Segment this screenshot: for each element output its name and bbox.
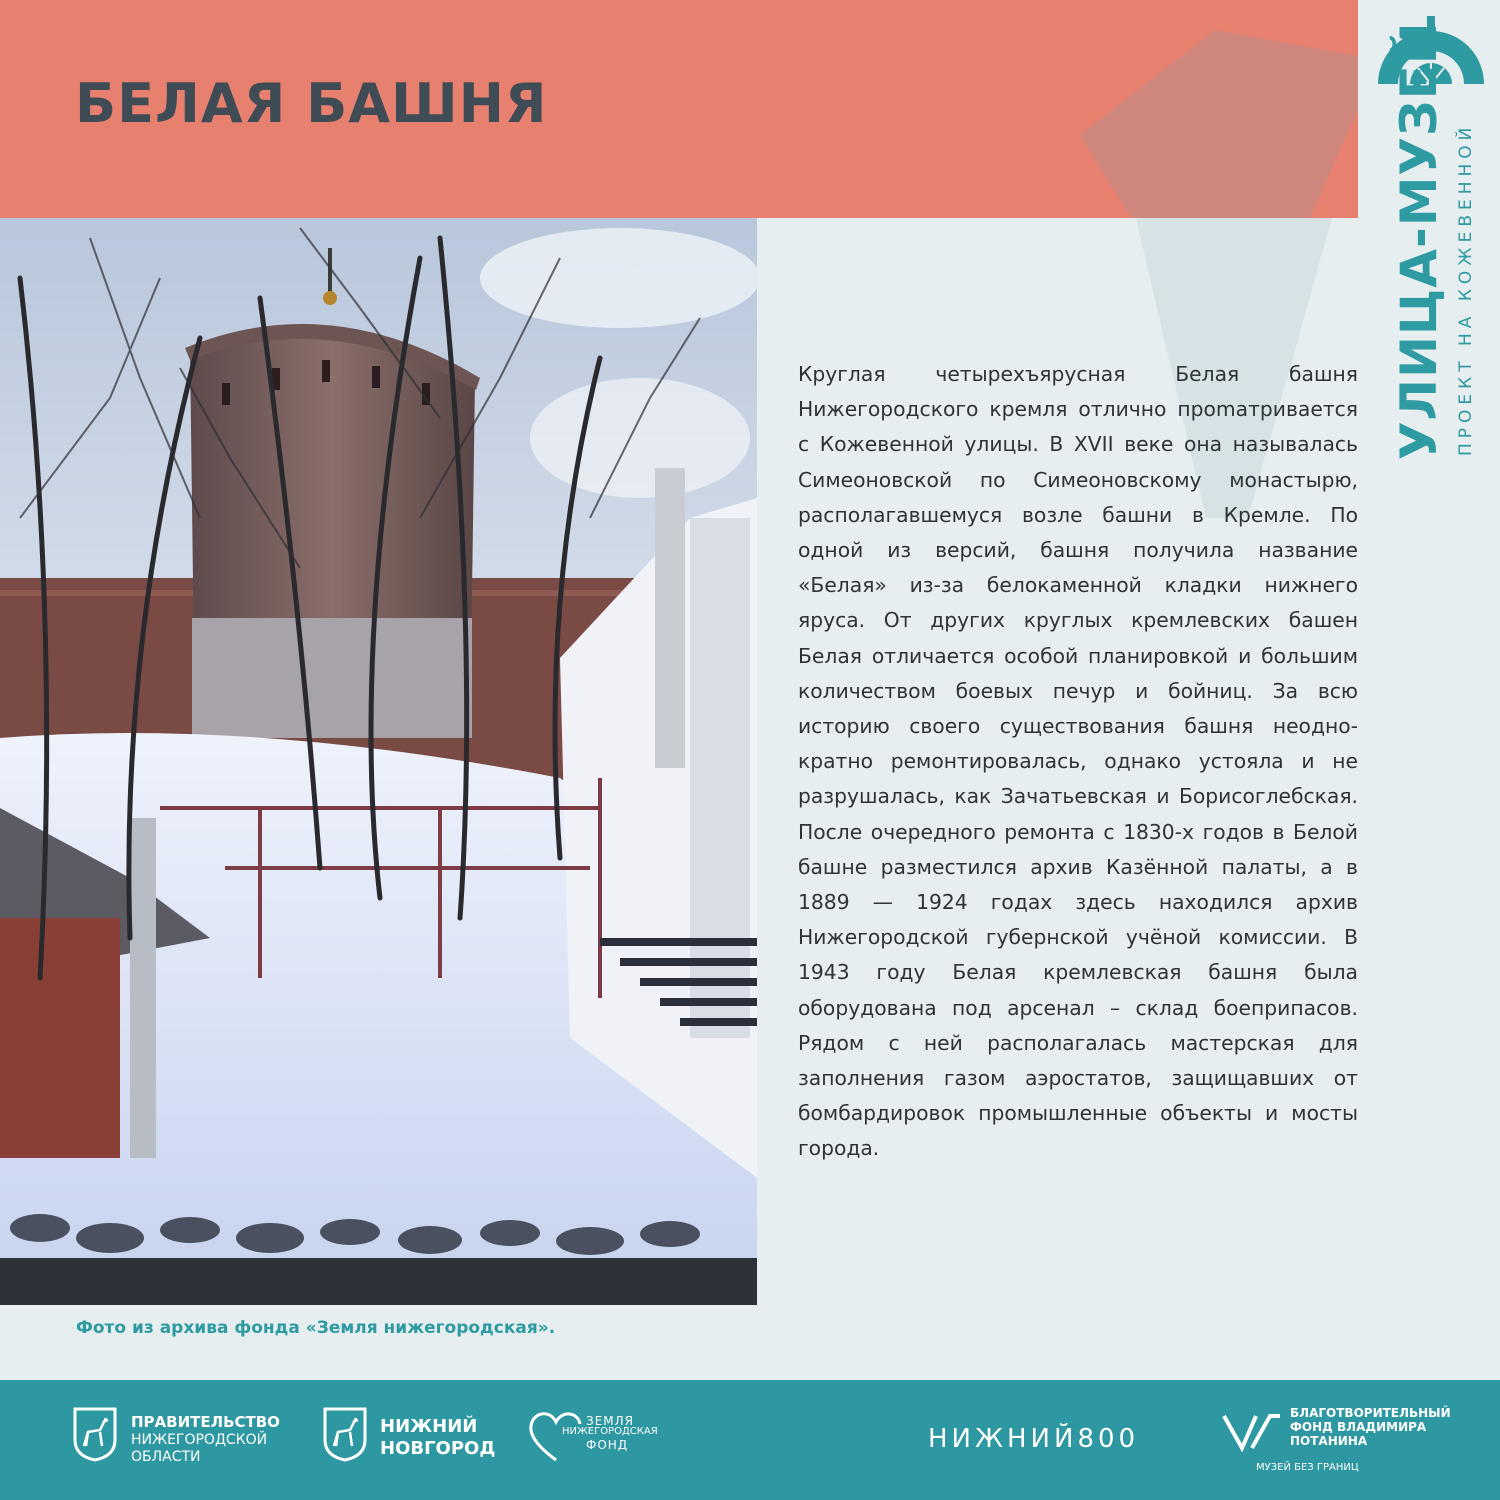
photo-caption: Фото из архива фонда «Земля нижегородская». — [76, 1318, 556, 1338]
article-text: Круглая четырехъярусная Белая башня Нижегородского кремля отлично проmатривается с Кожевенной улицы. В XVII веке она называлась Симеоновской по Симеоновскому монастырю, располагавшемуся возле башни в Кремле. По одной из версий, башня получила название «Белая» из-за белокаменной кладки нижнего яруса. От других круглых кремлевских башен Белая отличается особой планировкой и большим количеством боевых печур и бойниц. За всю историю своего существования башня неоднократно ремонтировалась, однако устояла и не разрушалась, как Зачатьевская и Борисоглебская. После очередного ремонта с 1830-х годов в Белой башне разместился архив Казённой палаты, а в 1889 — 1924 годах здесь находился архив Нижегородской губернской учёной комиссии. В 1943 году Белая кремлевская башня была оборудована под арсенал – склад боеприпасов. Рядом с ней располагалась мастерская для заполнения газом аэростатов, защищавших от бомбардировок промышленные объекты и мосты города. — [798, 362, 1358, 1161]
brand-subtitle: ПРОЕКТ НА КОЖЕВЕННОЙ — [1456, 122, 1476, 456]
potanin-line4: МУЗЕЙ БЕЗ ГРАНИЦ — [1256, 1462, 1359, 1473]
potanin-line3: ПОТАНИНА — [1290, 1434, 1368, 1448]
gov-line2: НИЖЕГОРОДСКОЙ — [131, 1432, 268, 1448]
gov-line3: ОБЛАСТИ — [131, 1449, 201, 1465]
fund-line1: ЗЕМЛЯ — [586, 1414, 634, 1428]
fund-line2: НИЖЕГОРОДСКАЯ — [562, 1426, 658, 1437]
brand-name: УЛИЦА-МУЗЕЙ — [1390, 21, 1448, 460]
city-line1: НИЖНИЙ — [380, 1416, 478, 1437]
page-title: БЕЛАЯ БАШНЯ — [75, 72, 548, 135]
potanin-line1: БЛАГОТВОРИТЕЛЬНЫЙ — [1290, 1406, 1451, 1420]
potanin-line2: ФОНД ВЛАДИМИРА — [1290, 1420, 1427, 1434]
anniversary-logo: НИЖНИЙ800 — [928, 1424, 1140, 1454]
fund-line3: ФОНД — [586, 1438, 629, 1452]
potanin-fund-logo-icon — [1222, 1412, 1282, 1452]
city-line2: НОВГОРОД — [380, 1438, 496, 1459]
gov-line1: ПРАВИТЕЛЬСТВО — [131, 1413, 280, 1431]
partners-footer — [0, 1380, 1500, 1500]
deer-emblem-icon — [72, 1406, 118, 1462]
tower-photo — [0, 218, 757, 1305]
title-band — [0, 0, 1358, 218]
watermark-shape — [1080, 30, 1358, 218]
city-deer-emblem-icon — [322, 1406, 368, 1462]
